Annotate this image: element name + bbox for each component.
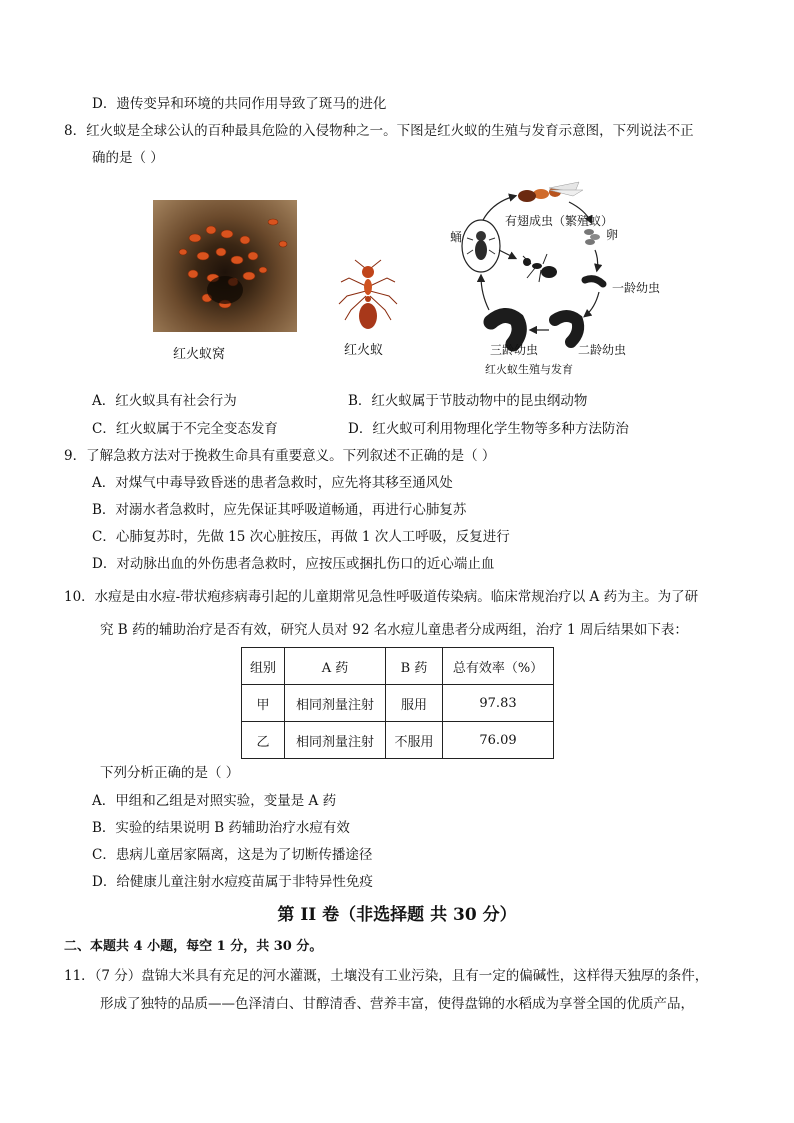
q8-option-b: B．红火蚁属于节肢动物中的昆虫纲动物 [348, 393, 588, 409]
q9-option-d: D．对动脉出血的外伤患者急救时，应按压或捆扎伤口的近心端止血 [92, 556, 495, 572]
q9-option-b: B．对溺水者急救时，应先保证其呼吸道畅通，再进行心肺复苏 [92, 502, 467, 518]
part2-title: 第 II 卷（非选择题 共 30 分） [277, 905, 517, 925]
table-header-cell: 组别 [242, 648, 285, 685]
fire-ant-nest-photo [153, 200, 297, 332]
q9-option-c: C．心肺复苏时，先做 15 次心脏按压，再做 1 次人工呼吸，反复进行 [92, 529, 510, 545]
stage-l1-label: 一龄幼虫 [612, 281, 661, 295]
q8-option-d: D．红火蚁可利用物理化学生物等多种方法防治 [348, 421, 629, 437]
q10-results-table [241, 647, 554, 759]
ant-caption: 红火蚁 [344, 343, 384, 358]
worker-ant-icon [523, 254, 557, 282]
table-cell: 不服用 [386, 722, 443, 759]
table-row [242, 722, 554, 759]
first-instar-icon [585, 279, 603, 284]
q10-option-a: A．甲组和乙组是对照实验，变量是 A 药 [92, 793, 337, 809]
stage-l2-label: 二龄幼虫 [578, 343, 627, 357]
egg-icon [584, 229, 600, 245]
table-cell: 服用 [386, 685, 443, 722]
table-header-cell: A 药 [285, 648, 386, 685]
stage-egg-label: 卵 [606, 228, 619, 242]
cycle-title: 红火蚁生殖与发育 [485, 363, 573, 376]
table-cell: 97.83 [443, 685, 554, 722]
second-instar-icon [555, 316, 578, 342]
table-row [242, 685, 554, 722]
table-cell: 76.09 [443, 722, 554, 759]
q8-option-c: C．红火蚁属于不完全变态发育 [92, 421, 278, 437]
table-cell: 相同剂量注射 [285, 722, 386, 759]
q10-prompt: 下列分析正确的是（ ） [100, 765, 240, 781]
pupa-icon [467, 231, 495, 260]
table-header-row [242, 648, 554, 685]
q8-stem-line1: 8．红火蚁是全球公认的百种最具危险的入侵物种之一。下图是红火蚁的生殖与发育示意图，下列说法不正 [64, 123, 694, 139]
q7-option-d: D．遗传变异和环境的共同作用导致了斑马的进化 [92, 96, 387, 112]
nest-ants-illustration [153, 200, 297, 332]
fire-ant-illustration [335, 258, 401, 334]
table-cell: 甲 [242, 685, 285, 722]
q10-option-d: D．给健康儿童注射水痘疫苗属于非特异性免疫 [92, 874, 373, 890]
part2-section-instructions: 二、本题共 4 小题，每空 1 分，共 30 分。 [64, 939, 323, 954]
table-cell: 相同剂量注射 [285, 685, 386, 722]
nest-caption: 红火蚁窝 [173, 347, 226, 362]
third-instar-icon [491, 315, 519, 344]
table-cell: 乙 [242, 722, 285, 759]
q10-stem-line2: 究 B 药的辅助治疗是否有效，研究人员对 92 名水痘儿童患者分成两组，治疗 1 周后结果如下表： [100, 622, 688, 638]
stage-l3-label: 三龄幼虫 [490, 343, 539, 357]
q11-line1: 11．（7 分）盘锦大米具有充足的河水灌溉，土壤没有工业污染，且有一定的偏碱性，这样得天独厚的条件， [64, 968, 709, 984]
q11-line2: 形成了独特的品质——色泽清白、甘醇清香、营养丰富，使得盘锦的水稻成为享誉全国的优质产品， [100, 996, 694, 1012]
winged-adult-icon [518, 182, 583, 202]
q8-stem-line2: 确的是（ ） [92, 150, 164, 166]
q9-option-a: A．对煤气中毒导致昏迷的患者急救时，应先将其移至通风处 [92, 475, 453, 491]
stage-pupa-label: 蛹 [450, 230, 463, 244]
q10-option-c: C．患病儿童居家隔离，这是为了切断传播途径 [92, 847, 373, 863]
table-header-cell: B 药 [386, 648, 443, 685]
q9-stem: 9．了解急救方法对于挽救生命具有重要意义。下列叙述不正确的是（ ） [64, 448, 496, 464]
q10-option-b: B．实验的结果说明 B 药辅助治疗水痘有效 [92, 820, 350, 836]
stage-winged-label: 有翅成虫（繁殖蚁） [505, 214, 614, 228]
table-header-cell: 总有效率（%） [443, 648, 554, 685]
q10-stem-line1: 10．水痘是由水痘-带状疱疹病毒引起的儿童期常见急性呼吸道传染病。临床常规治疗以 A 药为主。为了研 [64, 589, 699, 605]
q8-option-a: A．红火蚁具有社会行为 [92, 393, 237, 409]
